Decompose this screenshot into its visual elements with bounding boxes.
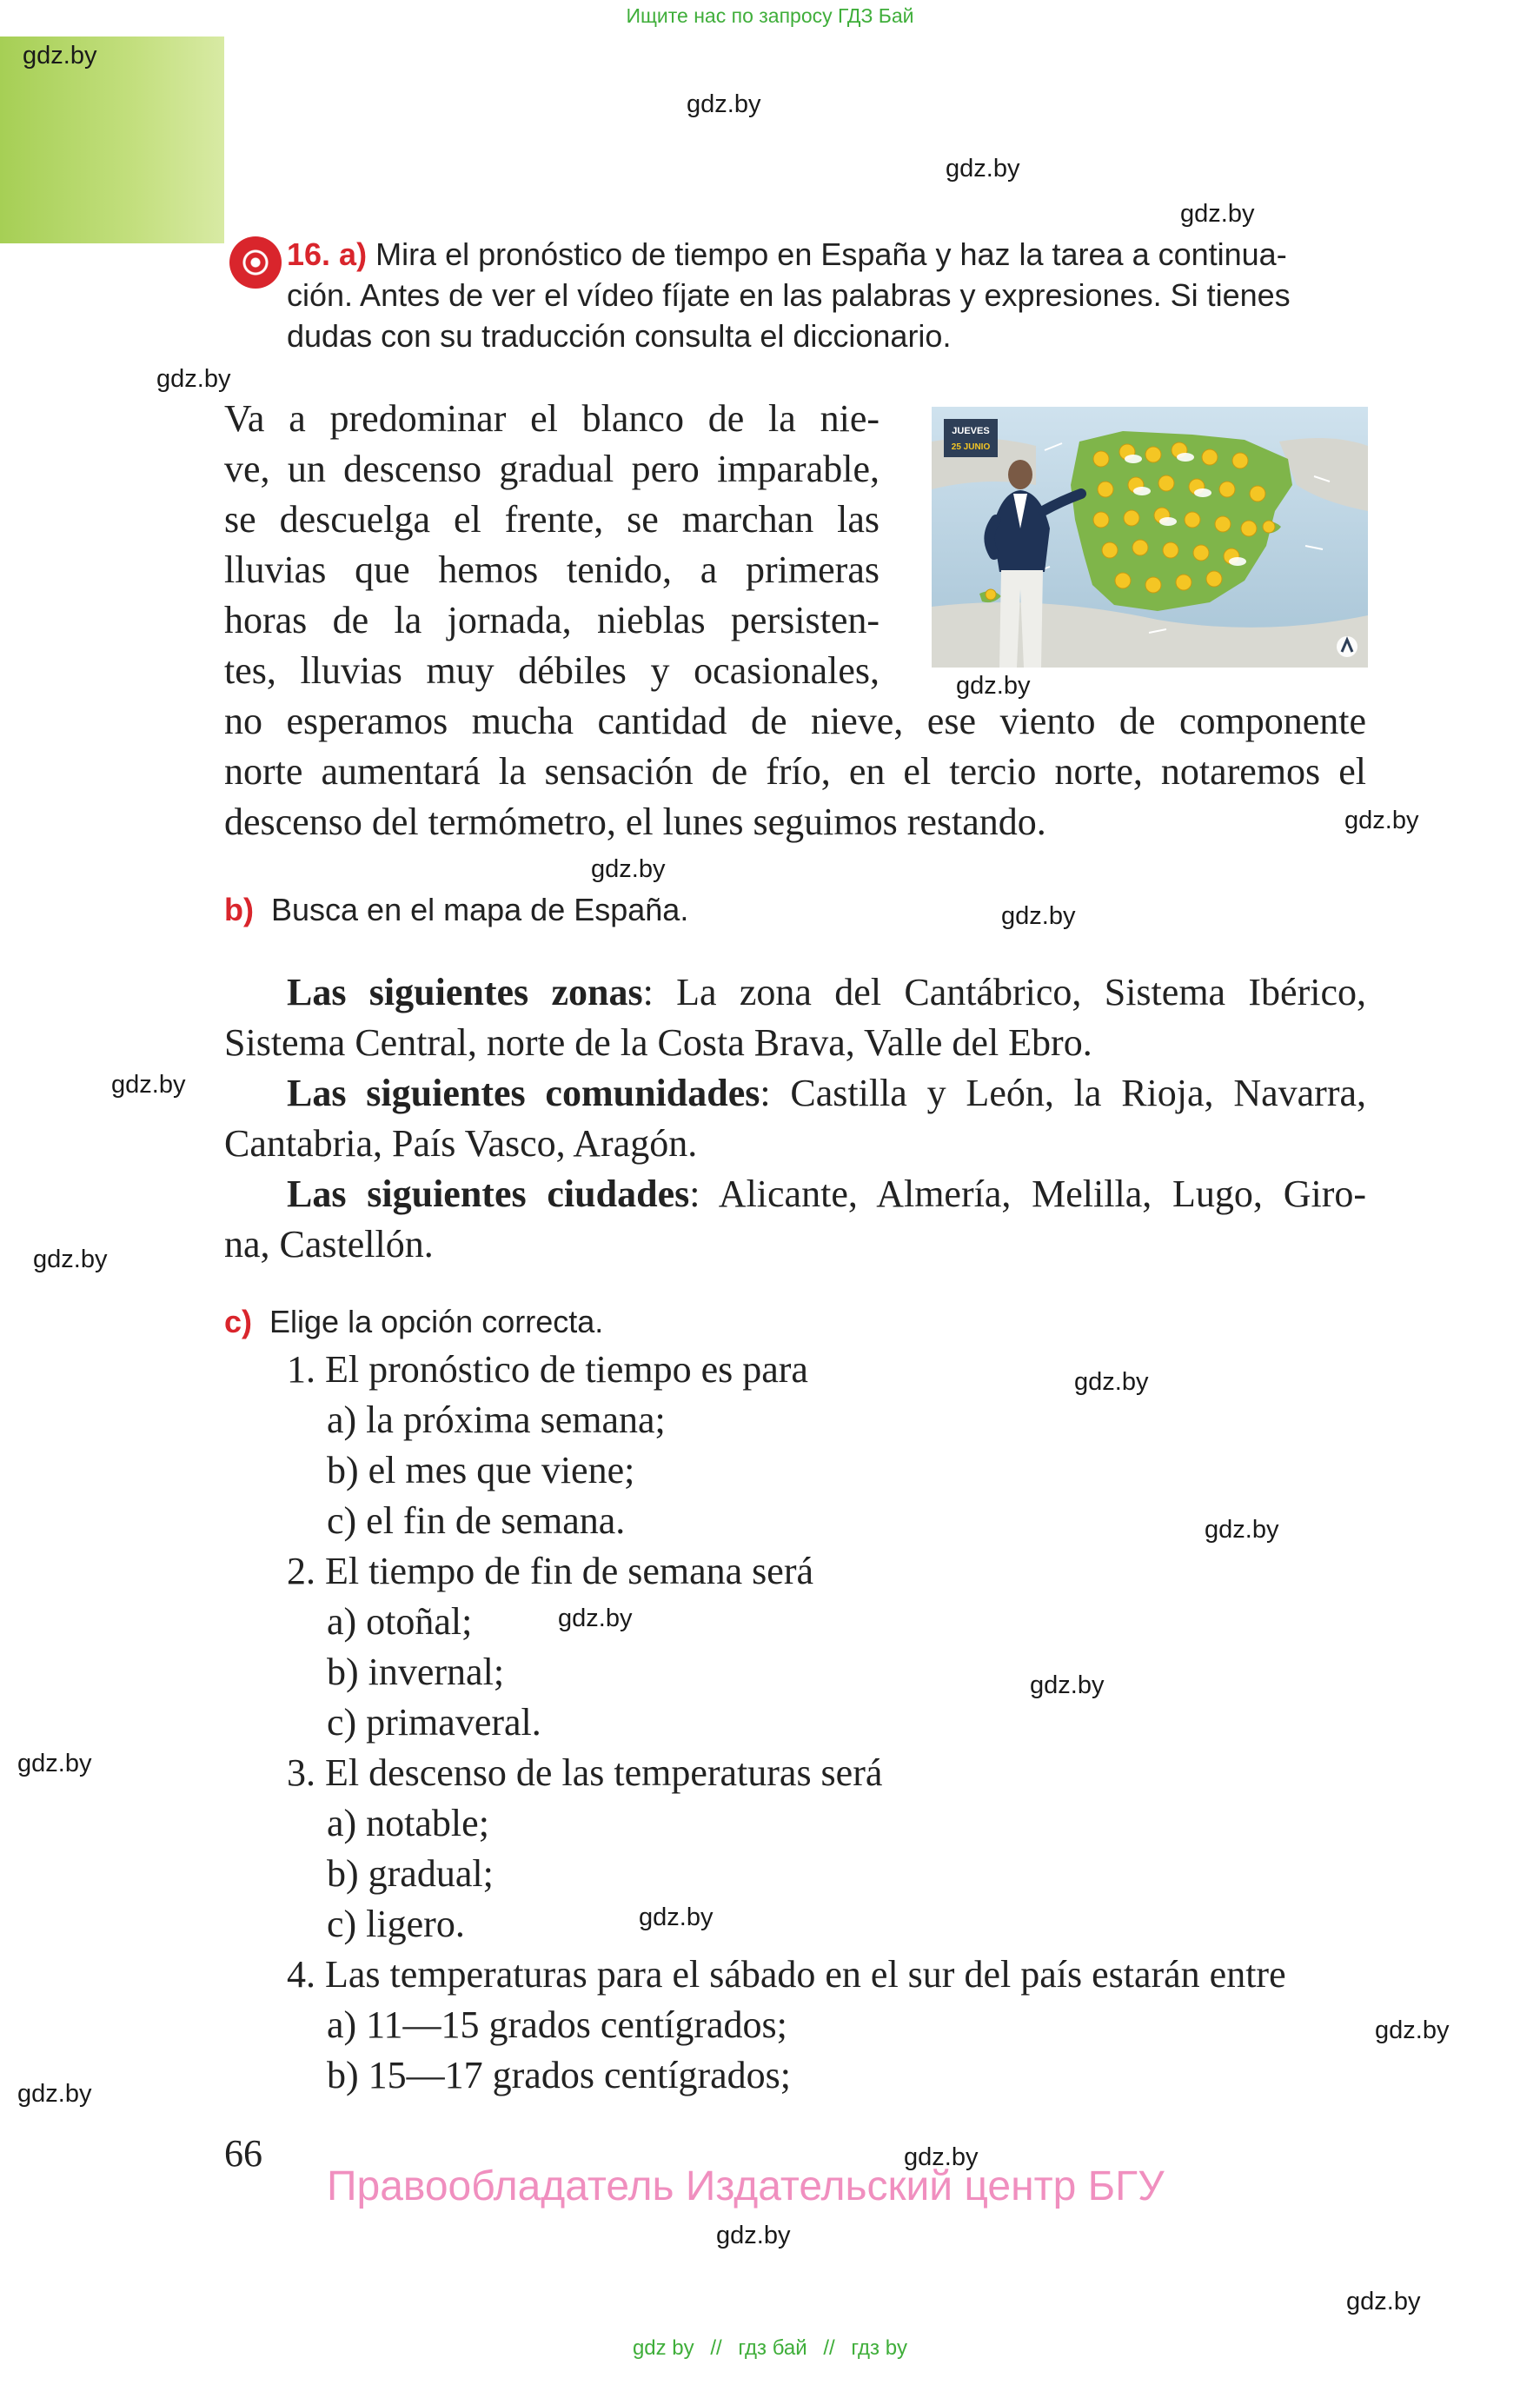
question-1: 1. El pronóstico de tiempo es para <box>287 1348 808 1391</box>
watermark: gdz.by <box>904 2143 979 2171</box>
forecast-line: Va a predominar el blanco de la nie- <box>224 397 880 440</box>
ciudades-text: : Alicante, Almería, Melilla, Lugo, Giro- <box>689 1173 1366 1215</box>
forecast-line: no esperamos mucha cantidad de nieve, ese viento de componente <box>224 700 1366 742</box>
task-text: Mira el pronóstico de tiempo en España y haz la tarea a continua- <box>375 236 1287 272</box>
watermark: gdz.by <box>1180 200 1255 228</box>
zonas-line-1 <box>287 970 1366 1014</box>
comunidades-line-2: Cantabria, País Vasco, Aragón. <box>224 1122 698 1165</box>
footer-link[interactable]: gdz by <box>632 2336 694 2360</box>
option-4b[interactable]: b) 15—17 grados centígrados; <box>327 2054 791 2096</box>
watermark: gdz.by <box>156 365 231 393</box>
audio-disc-icon[interactable] <box>229 236 282 289</box>
part-c-instruction: Elige la opción correcta. <box>269 1304 604 1339</box>
watermark: gdz.by <box>23 42 97 70</box>
zonas-line-2: Sistema Central, norte de la Costa Brava, Valle del Ebro. <box>224 1021 1092 1064</box>
watermark: gdz.by <box>1030 1671 1105 1699</box>
ciudades-label: Las siguientes ciudades <box>287 1173 690 1215</box>
task-line-3: dudas con su traducción consulta el diccionario. <box>287 318 952 354</box>
comunidades-line-1 <box>287 1071 1366 1115</box>
option-4a[interactable]: a) 11—15 grados centígrados; <box>327 2003 787 2046</box>
option-3c[interactable]: c) ligero. <box>327 1903 465 1945</box>
option-2c[interactable]: c) primaveral. <box>327 1701 541 1744</box>
part-b-instruction: Busca en el mapa de España. <box>271 892 689 927</box>
zonas-text: : La zona del Cantábrico, Sistema Ibérico, <box>642 971 1366 1013</box>
watermark: gdz.by <box>946 155 1020 183</box>
option-1b[interactable]: b) el mes que viene; <box>327 1449 635 1491</box>
watermark: gdz.by <box>1001 902 1076 930</box>
task-line-1 <box>287 236 1287 273</box>
top-search-link[interactable]: Ищите нас по запросу ГДЗ Бай <box>626 4 914 27</box>
zonas-label: Las siguientes zonas <box>287 971 643 1013</box>
forecast-line: norte aumentará la sensación de frío, en el tercio norte, notaremos el <box>224 750 1366 793</box>
ciudades-line-1 <box>287 1172 1366 1216</box>
watermark: gdz.by <box>558 1604 633 1632</box>
watermark: gdz.by <box>1205 1516 1279 1544</box>
option-1c[interactable]: c) el fin de semana. <box>327 1499 626 1542</box>
footer-links <box>0 2336 1540 2361</box>
watermark: gdz.by <box>716 2222 791 2249</box>
forecast-line: tes, lluvias muy débiles y ocasionales, <box>224 649 880 692</box>
watermark: gdz.by <box>1375 2016 1450 2044</box>
weather-date-label: 25 JUNIO <box>951 442 991 452</box>
option-2b[interactable]: b) invernal; <box>327 1651 505 1693</box>
watermark: gdz.by <box>687 90 761 118</box>
question-2: 2. El tiempo de fin de semana será <box>287 1550 814 1592</box>
question-4: 4. Las temperaturas para el sábado en el sur del país estarán entre <box>287 1953 1286 1996</box>
footer-link[interactable]: гдз by <box>851 2336 908 2360</box>
weather-day-label: JUEVES <box>952 426 990 436</box>
ciudades-line-2: na, Castellón. <box>224 1223 434 1266</box>
watermark: gdz.by <box>591 855 666 883</box>
watermark: gdz.by <box>1344 807 1419 834</box>
option-3b[interactable]: b) gradual; <box>327 1852 494 1895</box>
forecast-line: ve, un descenso gradual pero imparable, <box>224 448 880 490</box>
part-c-line <box>224 1304 603 1340</box>
task-line-2: ción. Antes de ver el vídeo fíjate en las palabras y expresiones. Si tienes <box>287 277 1291 313</box>
option-3a[interactable]: a) notable; <box>327 1802 489 1844</box>
part-b-label: b) <box>224 892 254 927</box>
comunidades-label: Las siguientes comunidades <box>287 1072 760 1114</box>
forecast-line: descenso del termómetro, el lunes seguimos restando. <box>224 801 1046 843</box>
comunidades-text: : Castilla y León, la Rioja, Navarra, <box>760 1072 1366 1114</box>
watermark: gdz.by <box>17 1750 92 1777</box>
watermark: gdz.by <box>639 1903 714 1931</box>
forecast-line: se descuelga el frente, se marchan las <box>224 498 880 541</box>
watermark: gdz.by <box>111 1071 186 1099</box>
weather-forecast-image <box>932 407 1368 668</box>
footer-separator: // <box>710 2336 722 2360</box>
watermark: gdz.by <box>956 672 1031 700</box>
copyright-notice: Правообладатель Издательский центр БГУ <box>327 2163 1165 2209</box>
part-b-line <box>224 892 688 928</box>
option-1a[interactable]: a) la próxima semana; <box>327 1398 666 1441</box>
forecast-line: horas de la jornada, nieblas persisten- <box>224 599 880 641</box>
task-number: 16. a) <box>287 236 368 272</box>
part-c-label: c) <box>224 1304 253 1339</box>
page-number: 66 <box>224 2132 262 2175</box>
watermark: gdz.by <box>33 1246 108 1273</box>
watermark: gdz.by <box>17 2080 92 2108</box>
question-3: 3. El descenso de las temperaturas será <box>287 1751 883 1794</box>
forecast-line: lluvias que hemos tenido, a primeras <box>224 548 880 591</box>
option-2a[interactable]: a) otoñal; <box>327 1600 473 1643</box>
watermark: gdz.by <box>1074 1368 1149 1396</box>
footer-separator: // <box>823 2336 835 2360</box>
footer-link[interactable]: гдз бай <box>738 2336 807 2360</box>
watermark: gdz.by <box>1346 2288 1421 2315</box>
